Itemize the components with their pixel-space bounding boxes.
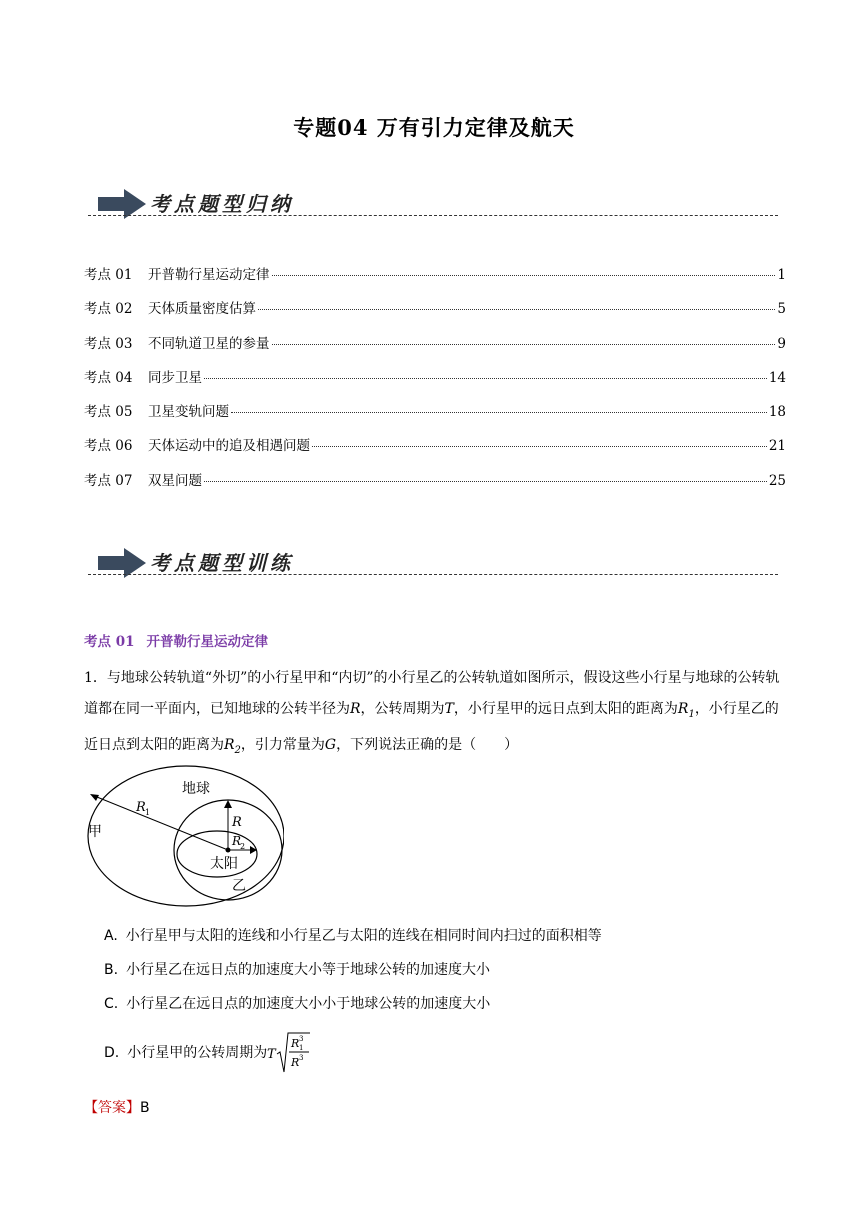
answer (84, 1097, 150, 1117)
q-text: ，公转周期为 (360, 701, 445, 717)
answer-value: B (140, 1100, 150, 1116)
label-sun: 太阳 (210, 856, 238, 872)
label-r1-sub: 1 (145, 808, 151, 817)
option-text: 小行星乙在远日点的加速度大小等于地球公转的加速度大小 (126, 962, 491, 978)
question-text (84, 663, 786, 766)
arrowhead (90, 794, 99, 801)
toc-leader (204, 378, 767, 379)
subscript: 2 (234, 744, 241, 756)
label-earth: 地球 (182, 781, 210, 797)
page-title: 专题04 万有引力定律及航天 (293, 115, 575, 140)
toc-page: 21 (768, 438, 786, 455)
toc-key: 考点 04 (84, 369, 133, 386)
divider (88, 574, 778, 575)
toc-row[interactable] (84, 469, 786, 503)
section-heading (84, 630, 280, 650)
toc-key: 考点 03 (84, 335, 133, 352)
option-a[interactable] (104, 925, 602, 945)
toc-row[interactable] (84, 297, 786, 331)
toc-key: 考点 07 (84, 472, 133, 489)
divider (88, 215, 778, 216)
label-yi: 乙 (232, 878, 246, 894)
toc-row[interactable] (84, 332, 786, 366)
option-letter: A. (104, 928, 118, 944)
option-letter: D. (104, 1045, 120, 1061)
formula-num: R (291, 1037, 300, 1050)
formula-den: R (291, 1056, 300, 1069)
table-of-contents (84, 263, 786, 503)
formula-num-sup: 3 (299, 1035, 304, 1043)
toc-title: 不同轨道卫星的参量 (148, 335, 270, 352)
toc-leader (204, 481, 767, 482)
formula-den-sup: 3 (299, 1054, 304, 1062)
var-r: R (350, 701, 361, 717)
toc-row[interactable] (84, 400, 786, 434)
subscript: 1 (688, 708, 695, 720)
var-t: T (444, 701, 454, 717)
option-letter: B. (104, 962, 119, 978)
section-key: 考点 01 (84, 634, 135, 650)
toc-page: 25 (768, 472, 786, 489)
toc-title: 开普勒行星运动定律 (148, 267, 270, 283)
toc-title: 同步卫星 (148, 369, 202, 386)
toc-leader (272, 344, 776, 345)
toc-leader (258, 309, 775, 310)
option-text: 小行星甲的公转周期为 (127, 1045, 268, 1061)
formula-num-sub: 1 (299, 1044, 304, 1052)
q-text: ，小行星甲的远日点到太阳的距离为 (453, 701, 678, 717)
option-b[interactable] (104, 959, 490, 979)
option-text: 小行星乙在远日点的加速度大小小于地球公转的加速度大小 (126, 996, 491, 1012)
banner-title: 考点题型归纳 (150, 192, 294, 216)
toc-title: 天体质量密度估算 (148, 301, 256, 318)
var-r1: R (677, 701, 689, 717)
period-formula (267, 1030, 311, 1076)
toc-page: 18 (768, 404, 786, 421)
label-r: R (232, 815, 242, 830)
q-text: ，引力常量为 (240, 736, 325, 753)
toc-page: 14 (768, 369, 786, 386)
var-r2: R (224, 736, 235, 753)
option-letter: C. (104, 996, 119, 1012)
option-text: 小行星甲与太阳的连线和小行星乙与太阳的连线在相同时间内扫过的面积相等 (125, 928, 602, 944)
toc-key: 考点 02 (84, 301, 133, 318)
toc-title: 卫星变轨问题 (148, 404, 229, 421)
q-text: ，小行星乙的近日点到太阳的距离为 (84, 701, 779, 753)
toc-page: 5 (777, 301, 786, 318)
toc-page: 1 (777, 267, 786, 283)
toc-page: 9 (777, 335, 786, 352)
banner-title: 考点题型训练 (150, 551, 294, 575)
formula-t: T (267, 1047, 276, 1062)
arrowhead (224, 800, 232, 808)
toc-title: 天体运动中的追及相遇问题 (148, 438, 310, 455)
label-r2-sub: 2 (240, 842, 246, 851)
label-r2: R (232, 834, 242, 848)
toc-row[interactable] (84, 366, 786, 400)
q-text: ，下列说法正确的是（ ） (336, 736, 519, 753)
orbit-diagram (84, 764, 284, 914)
toc-row[interactable] (84, 434, 786, 468)
toc-title: 双星问题 (148, 472, 202, 489)
toc-leader (272, 275, 776, 276)
section-title: 开普勒行星运动定律 (146, 634, 268, 650)
toc-key: 考点 06 (84, 438, 133, 455)
var-g: G (324, 736, 337, 753)
section-banner-summary (88, 186, 778, 226)
option-c[interactable] (104, 993, 490, 1013)
toc-row[interactable] (84, 263, 786, 297)
section-banner-training (88, 545, 778, 585)
option-d[interactable] (104, 1030, 311, 1076)
answer-label: 【答案】 (84, 1100, 140, 1116)
toc-key: 考点 05 (84, 404, 133, 421)
toc-leader (312, 446, 767, 447)
label-r1: R (136, 800, 146, 815)
toc-leader (231, 412, 767, 413)
label-jia: 甲 (88, 824, 102, 840)
question-number: 1． (84, 670, 107, 686)
q-text: 与地球公转轨道“外切”的小行星甲和“内切”的小行星乙的公转轨道如图所示，假设这些小行星与地球的公转轨道都在同一平面内，已知地球的公转半径为 (84, 670, 780, 717)
toc-key: 考点 01 (84, 267, 133, 283)
